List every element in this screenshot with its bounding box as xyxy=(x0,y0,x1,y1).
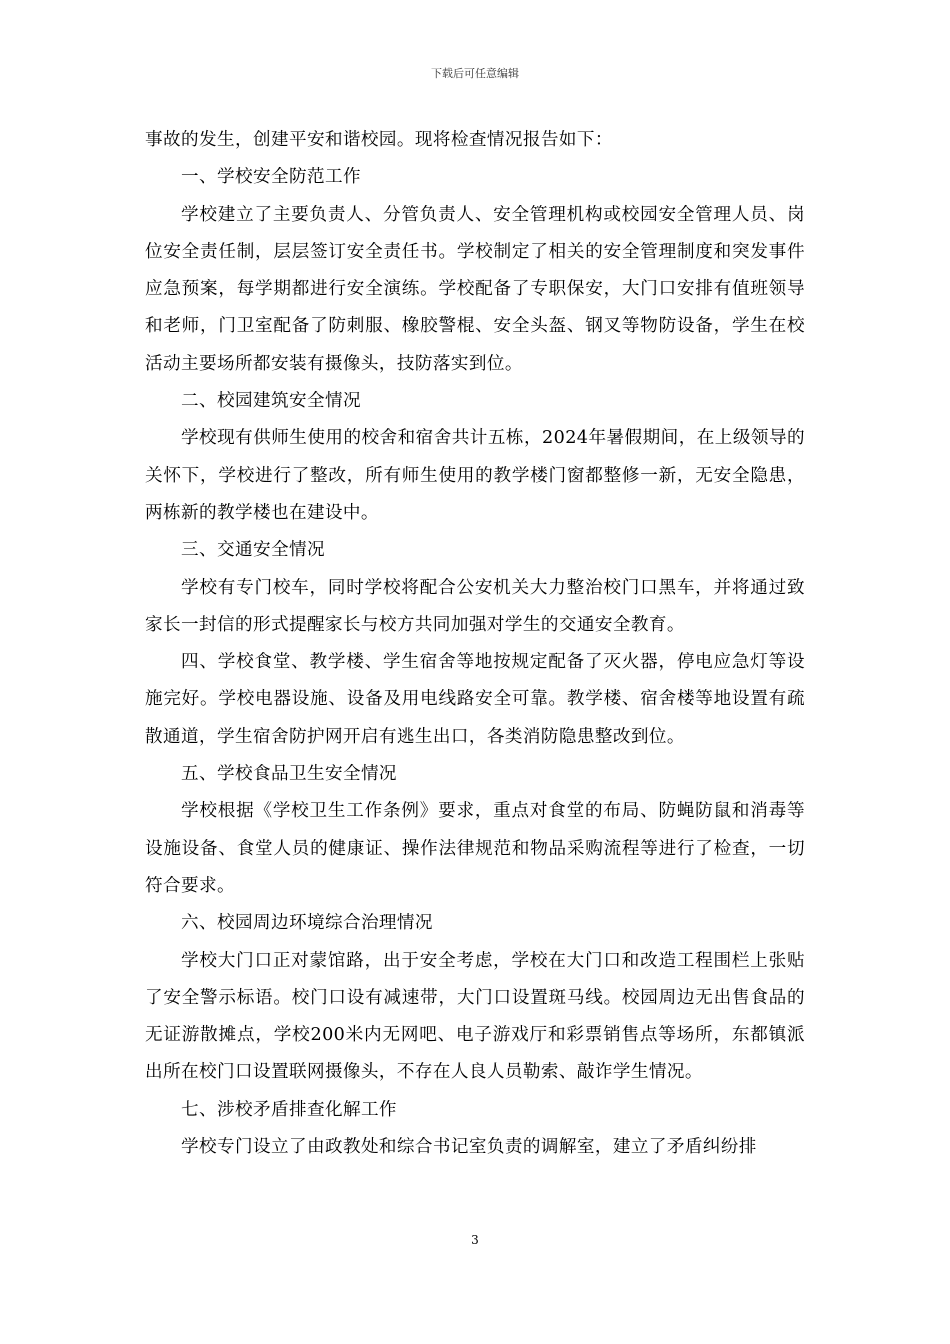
paragraph-7: 四、学校食堂、教学楼、学生宿舍等地按规定配备了灭火器，停电应急灯等设施完好。学校电器设施、设备及用电线路安全可靠。教学楼、宿舍楼等地设置有疏散通道，学生宿舍防护网开启有逃生出口，各类消防隐患整改到位。 xyxy=(145,652,805,747)
section-heading-3: 三、交通安全情况 xyxy=(181,540,325,561)
paragraph-4: 学校现有供师生使用的校舍和宿舍共计五栋，2024年暑假期间，在上级领导的关怀下，学校进行了整改，所有师生使用的教学楼门窗都整修一新，无安全隐患，两栋新的教学楼也在建设中。 xyxy=(145,428,805,523)
paragraph-9: 学校根据《学校卫生工作条例》要求，重点对食堂的布局、防蝇防鼠和消毒等设施设备、食堂人员的健康证、操作法律规范和物品采购流程等进行了检查，一切符合要求。 xyxy=(145,801,805,896)
section-heading-5: 五、学校食品卫生安全情况 xyxy=(181,764,397,785)
paragraph-11: 学校大门口正对蒙馆路，出于安全考虑，学校在大门口和改造工程围栏上张贴了安全警示标语。校门口设有减速带，大门口设置斑马线。校园周边无出售食品的无证游散摊点，学校200米内无网吧、电子游戏厅和彩票销售点等场所，东都镇派出所在校门口设置联网摄像头，不存在人良人员勒索、敲诈学生情况。 xyxy=(145,950,805,1083)
section-heading-1: 一、学校安全防范工作 xyxy=(181,167,361,188)
paragraph-2: 学校建立了主要负责人、分管负责人、安全管理机构或校园安全管理人员、岗位安全责任制，层层签订安全责任书。学校制定了相关的安全管理制度和突发事件应急预案，每学期都进行安全演练。学校配备了专职保安，大门口安排有值班领导和老师，门卫室配备了防刺服、橡胶警棍、安全头盔、钢叉等物防设备，学生在校活动主要场所都安装有摄像头，技防落实到位。 xyxy=(145,204,805,374)
section-heading-2: 二、校园建筑安全情况 xyxy=(181,391,361,412)
page-header: 下载后可任意编辑 xyxy=(431,67,519,80)
paragraph-0: 事故的发生，创建平安和谐校园。现将检查情况报告如下： xyxy=(145,130,613,150)
page-number: 3 xyxy=(471,1233,479,1247)
paragraph-13: 学校专门设立了由政教处和综合书记室负责的调解室，建立了矛盾纠纷排 xyxy=(181,1137,757,1158)
section-heading-7: 七、涉校矛盾排查化解工作 xyxy=(181,1099,397,1120)
paragraph-6: 学校有专门校车，同时学校将配合公安机关大力整治校门口黑车，并将通过致家长一封信的形式提醒家长与校方共同加强对学生的交通安全教育。 xyxy=(145,577,805,635)
section-heading-6: 六、校园周边环境综合治理情况 xyxy=(181,913,433,934)
document-body xyxy=(145,122,805,1166)
